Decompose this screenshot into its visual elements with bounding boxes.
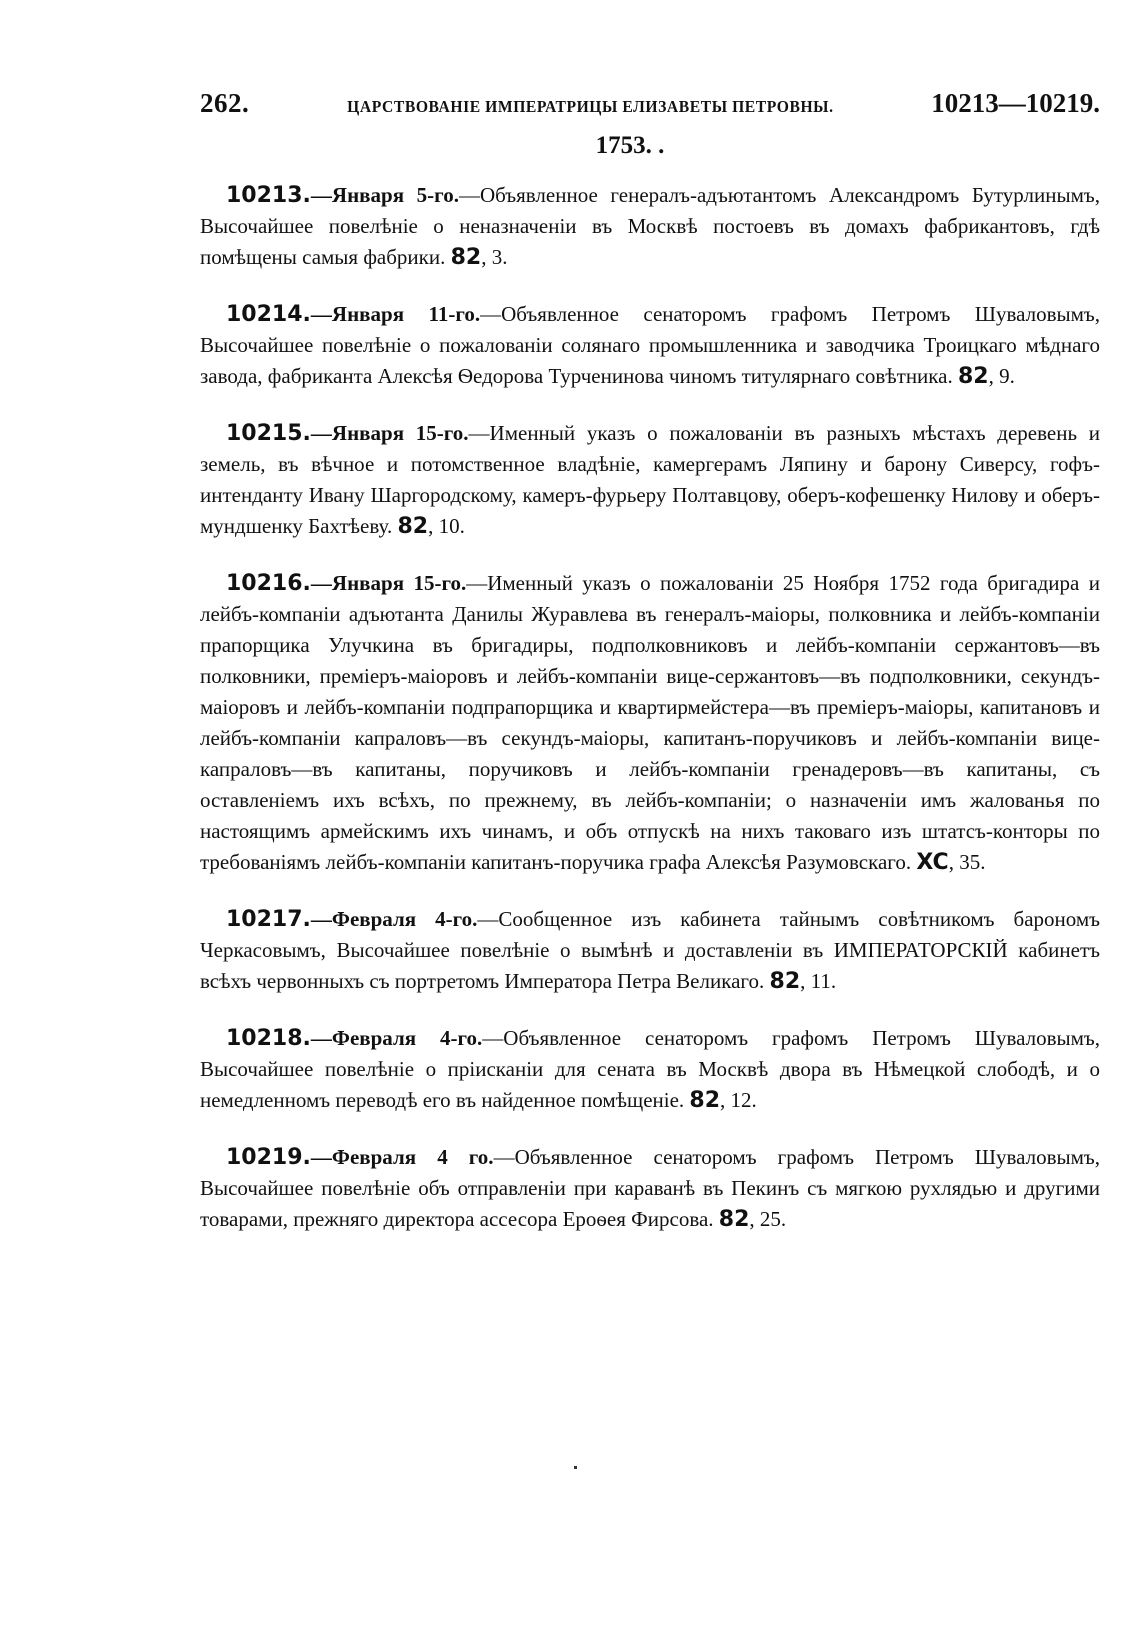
- entry-date: —Февраля 4 го.: [310, 1145, 494, 1169]
- entry-volume: 82: [397, 514, 429, 539]
- entry-page: , 12.: [720, 1088, 757, 1112]
- entry-10219: [200, 1142, 1100, 1235]
- entry-page: , 9.: [988, 364, 1015, 388]
- entry-page: , 35.: [948, 850, 986, 874]
- entry-date: —Февраля 4-го.: [310, 907, 478, 931]
- entry-date: —Января 11-го.: [310, 302, 481, 326]
- entry-text: —Объявленное генералъ-адъютантомъ Александромъ Бутурлинымъ, Высочайшее повелѣніе о неназначеніи въ Москвѣ постоевъ въ домахъ фабрикантовъ, гдѣ помѣщены самыя фабрики.: [200, 183, 1100, 269]
- entry-10213: [200, 180, 1100, 273]
- entry-page: , 3.: [481, 245, 508, 269]
- entry-number: 10217.: [226, 907, 311, 932]
- entry-text: —Объявленное сенаторомъ графомъ Петромъ Шуваловымъ, Высочайшее повелѣніе о пріисканіи для сената въ Москвѣ двора въ Нѣмецкой слободѣ, и о немедленномъ переводѣ его въ найденное помѣщеніе.: [200, 1026, 1100, 1112]
- page-dot-mark: [574, 1466, 577, 1469]
- entry-text: —Именный указъ о пожалованіи 25 Ноября 1752 года бригадира и лейбъ-компаніи адъютанта Данилы Журавлева въ генералъ-маіоры, полковника и лейбъ-компаніи прапорщика Улучкина въ бригадиры, подполковниковъ и лейбъ-компаніи сержантовъ—въ полковники, преміеръ-маіоровъ и лейбъ-компаніи вице-сержантовъ—въ подполковники, секундъ-маіоровъ и лейбъ-компаніи подпрапорщика и квартирмейстера—въ преміеръ-маіоры, капитановъ и лейбъ-компаніи капраловъ—въ секундъ-маіоры, капитанъ-поручиковъ и лейбъ-компаніи вице-капраловъ—въ капитаны, поручиковъ и лейбъ-компаніи гренадеровъ—въ капитаны, съ оставленіемъ ихъ всѣхъ, по прежнему, въ лейбъ-компаніи; о назначеніи имъ жалованья по настоящимъ армейскимъ ихъ чинамъ, и объ отпускѣ на нихъ таковаго изъ штатсъ-конторы по требованіямъ лейбъ-компаніи капитанъ-поручика графа Алексѣя Разумовскаго.: [200, 571, 1100, 874]
- entry-10218: [200, 1023, 1100, 1116]
- entry-volume: 82: [718, 1207, 750, 1232]
- entry-date: —Февраля 4-го.: [310, 1026, 483, 1050]
- entry-number: 10213.: [226, 183, 311, 208]
- entry-volume: 82: [769, 969, 801, 994]
- entry-date: —Января 5-го.: [310, 183, 459, 207]
- entry-text: —Сообщенное изъ кабинета тайнымъ совѣтникомъ барономъ Черкасовымъ, Высочайшее повелѣніе о вымѣнѣ и доставленіи въ ИМПЕРАТОРСКІЙ кабинетъ всѣхъ червонныхъ съ портретомъ Императора Петра Великаго.: [200, 907, 1100, 993]
- entry-10217: [200, 904, 1100, 997]
- entry-range: 10213—10219.: [931, 88, 1100, 118]
- entry-text: —Именный указъ о пожалованіи въ разныхъ мѣстахъ деревень и земель, въ вѣчное и потомственное владѣніе, камергерамъ Ляпину и барону Сиверсу, гофъ-интенданту Ивану Шаргородскому, камеръ-фурьеру Полтавцову, оберъ-кофешенку Нилову и оберъ-мундшенку Бахтѣеву.: [200, 421, 1100, 538]
- entry-10215: [200, 418, 1100, 542]
- entry-volume: 82: [958, 364, 989, 389]
- entry-text: —Объявленное сенаторомъ графомъ Петромъ Шуваловымъ, Высочайшее повелѣніе о пожалованіи солянаго промышленника и заводчика Троицкаго мѣднаго завода, фабриканта Алексѣя Ѳедорова Турченинова чиномъ титулярнаго совѣтника.: [200, 302, 1100, 388]
- entry-volume: XC: [916, 850, 949, 875]
- entry-page: , 25.: [749, 1207, 787, 1231]
- entry-10214: [200, 299, 1100, 392]
- year-heading: 1753. .: [595, 132, 665, 159]
- entry-volume: 82: [450, 245, 482, 270]
- entry-10216: [200, 568, 1100, 878]
- document-page: [200, 88, 1100, 1261]
- entry-number: 10215.: [226, 421, 311, 446]
- entry-text: —Объявленное сенаторомъ графомъ Петромъ Шуваловымъ, Высочайшее повелѣніе объ отправленіи при караванѣ въ Пекинъ съ мягкою рухлядью и другими товарами, прежняго директора ассесора Ероѳея Фирсова.: [200, 1145, 1101, 1231]
- entry-number: 10214.: [226, 302, 311, 327]
- entry-number: 10216.: [226, 571, 311, 596]
- entry-page: , 10.: [428, 514, 465, 538]
- entry-page: , 11.: [800, 969, 837, 993]
- running-head: [200, 88, 1100, 122]
- entry-volume: 82: [689, 1088, 721, 1113]
- entry-number: 10219.: [226, 1145, 311, 1170]
- entry-date: —Января 15-го.: [310, 571, 467, 595]
- entry-number: 10218.: [226, 1026, 311, 1051]
- page-number: 262.: [200, 88, 250, 118]
- running-title: ЦАРСТВОВАНІЕ ИМПЕРАТРИЦЫ ЕЛИЗАВЕТЫ ПЕТРОВНЫ.: [347, 97, 834, 116]
- entry-date: —Января 15-го.: [310, 421, 469, 445]
